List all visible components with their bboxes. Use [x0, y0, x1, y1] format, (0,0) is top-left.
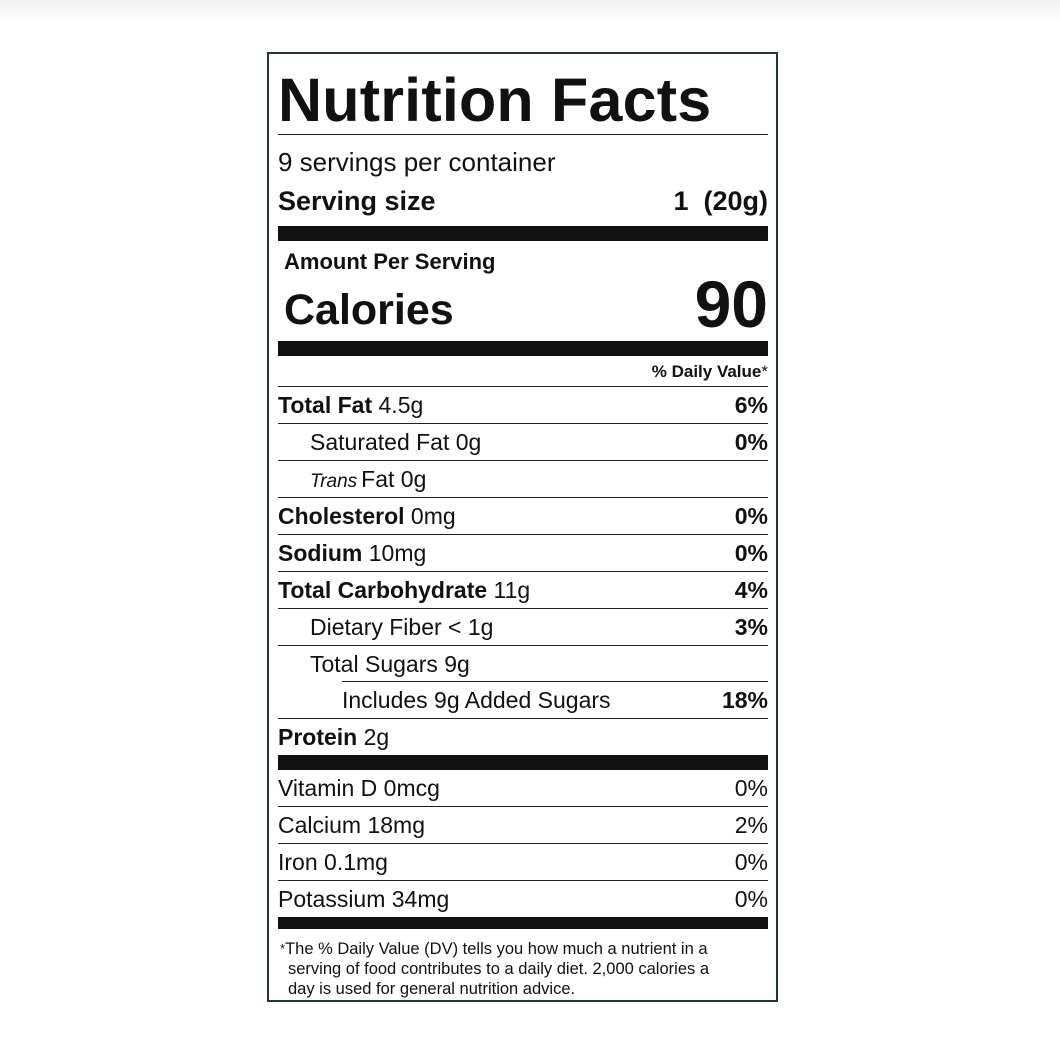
- nutrient-row-protein: [278, 719, 768, 755]
- vitamin-row-vitamin-d: [278, 770, 768, 807]
- title-divider: [278, 134, 768, 135]
- nutrition-facts-label: [267, 52, 778, 1002]
- thick-divider-vitamins: [278, 755, 768, 770]
- nutrient-dv: 6%: [734, 391, 768, 418]
- daily-value-header-text: % Daily Value: [651, 362, 762, 381]
- servings-per-container: 9 servings per container: [278, 147, 556, 177]
- nutrient-amount: 0g: [455, 428, 482, 455]
- serving-size-label: Serving size: [278, 186, 436, 216]
- thick-divider-footnote: [278, 917, 768, 929]
- amount-per-serving: Amount Per Serving: [284, 249, 496, 274]
- vitamin-dv: 0%: [734, 848, 768, 875]
- nutrient-dv: 0%: [734, 428, 768, 455]
- footnote-star: *: [280, 941, 286, 956]
- nutrient-row-trans-fat: [278, 461, 768, 498]
- nutrient-amount: 10mg: [368, 539, 427, 566]
- nutrient-amount: 0mg: [410, 502, 456, 529]
- nutrient-name: Saturated Fat: [310, 428, 450, 455]
- footnote-line-2: serving of food contributes to a daily diet. 2,000 calories a: [288, 960, 709, 978]
- nutrient-row-saturated-fat: [278, 424, 768, 461]
- vitamin-dv: 0%: [734, 774, 768, 801]
- serving-size-row: [278, 183, 768, 220]
- nutrient-name: Protein: [278, 723, 358, 750]
- nutrient-prefix: Trans: [310, 470, 358, 492]
- vitamin-row-potassium: [278, 881, 768, 917]
- serving-size-value: 1 (20g): [673, 186, 768, 216]
- nutrient-dv: 0%: [734, 502, 768, 529]
- background-top-shade: [0, 0, 1060, 24]
- nutrient-amount: 4.5g: [378, 391, 424, 418]
- nutrient-amount: 9g: [444, 650, 470, 677]
- nutrient-row-total-sugars: [278, 646, 768, 682]
- thick-divider-top: [278, 226, 768, 241]
- nutrient-amount: 11g: [493, 576, 531, 603]
- nutrient-name: Includes 9g Added Sugars: [342, 686, 611, 713]
- nutrient-row-dietary-fiber: [278, 609, 768, 646]
- nutrient-name: Cholesterol: [278, 502, 405, 529]
- nutrient-dv: 4%: [734, 576, 768, 603]
- nutrient-name: Total Carbohydrate: [278, 576, 488, 603]
- calories-value: 90: [694, 267, 768, 341]
- vitamin-amount: 0mcg: [383, 774, 440, 801]
- calories-label: Calories: [284, 286, 454, 334]
- vitamin-name: Potassium: [278, 885, 386, 912]
- nutrient-row-sodium: [278, 535, 768, 572]
- vitamin-dv: 2%: [734, 811, 768, 838]
- daily-value-header: [278, 356, 768, 387]
- nutrient-row-added-sugars: [278, 682, 768, 719]
- nutrient-dv: 18%: [721, 686, 768, 713]
- vitamin-name: Calcium: [278, 811, 362, 838]
- nutrient-row-total-fat: [278, 387, 768, 424]
- footnote-line-3: day is used for general nutrition advice.: [288, 980, 576, 998]
- nutrient-amount: 2g: [363, 723, 390, 750]
- vitamin-name: Iron: [278, 848, 318, 875]
- vitamin-amount: 0.1mg: [324, 848, 388, 875]
- vitamin-dv: 0%: [734, 885, 768, 912]
- nutrient-row-total-carbohydrate: [278, 572, 768, 609]
- nutrient-amount: < 1g: [448, 613, 494, 640]
- vitamin-name: Vitamin D: [278, 774, 378, 801]
- nutrient-dv: 0%: [734, 539, 768, 566]
- footnote: [278, 939, 768, 999]
- nutrient-name: Fat: [361, 465, 395, 492]
- vitamin-amount: 34mg: [391, 885, 450, 912]
- footnote-line-1: The % Daily Value (DV) tells you how much a nutrient in a: [285, 940, 708, 958]
- thick-divider-calories: [278, 341, 768, 356]
- nutrient-name: Sodium: [278, 539, 363, 566]
- nutrient-name: Total Sugars: [310, 650, 438, 677]
- nutrient-row-cholesterol: [278, 498, 768, 535]
- nutrient-name: Total Fat: [278, 391, 373, 418]
- daily-value-star: *: [761, 362, 768, 381]
- nutrient-amount: 0g: [400, 465, 427, 492]
- vitamin-row-calcium: [278, 807, 768, 844]
- calories-row: [278, 267, 768, 341]
- nutrient-name: Dietary Fiber: [310, 613, 442, 640]
- vitamin-amount: 18mg: [367, 811, 426, 838]
- vitamin-row-iron: [278, 844, 768, 881]
- nutrient-dv: 3%: [734, 613, 768, 640]
- label-title: Nutrition Facts: [278, 66, 712, 134]
